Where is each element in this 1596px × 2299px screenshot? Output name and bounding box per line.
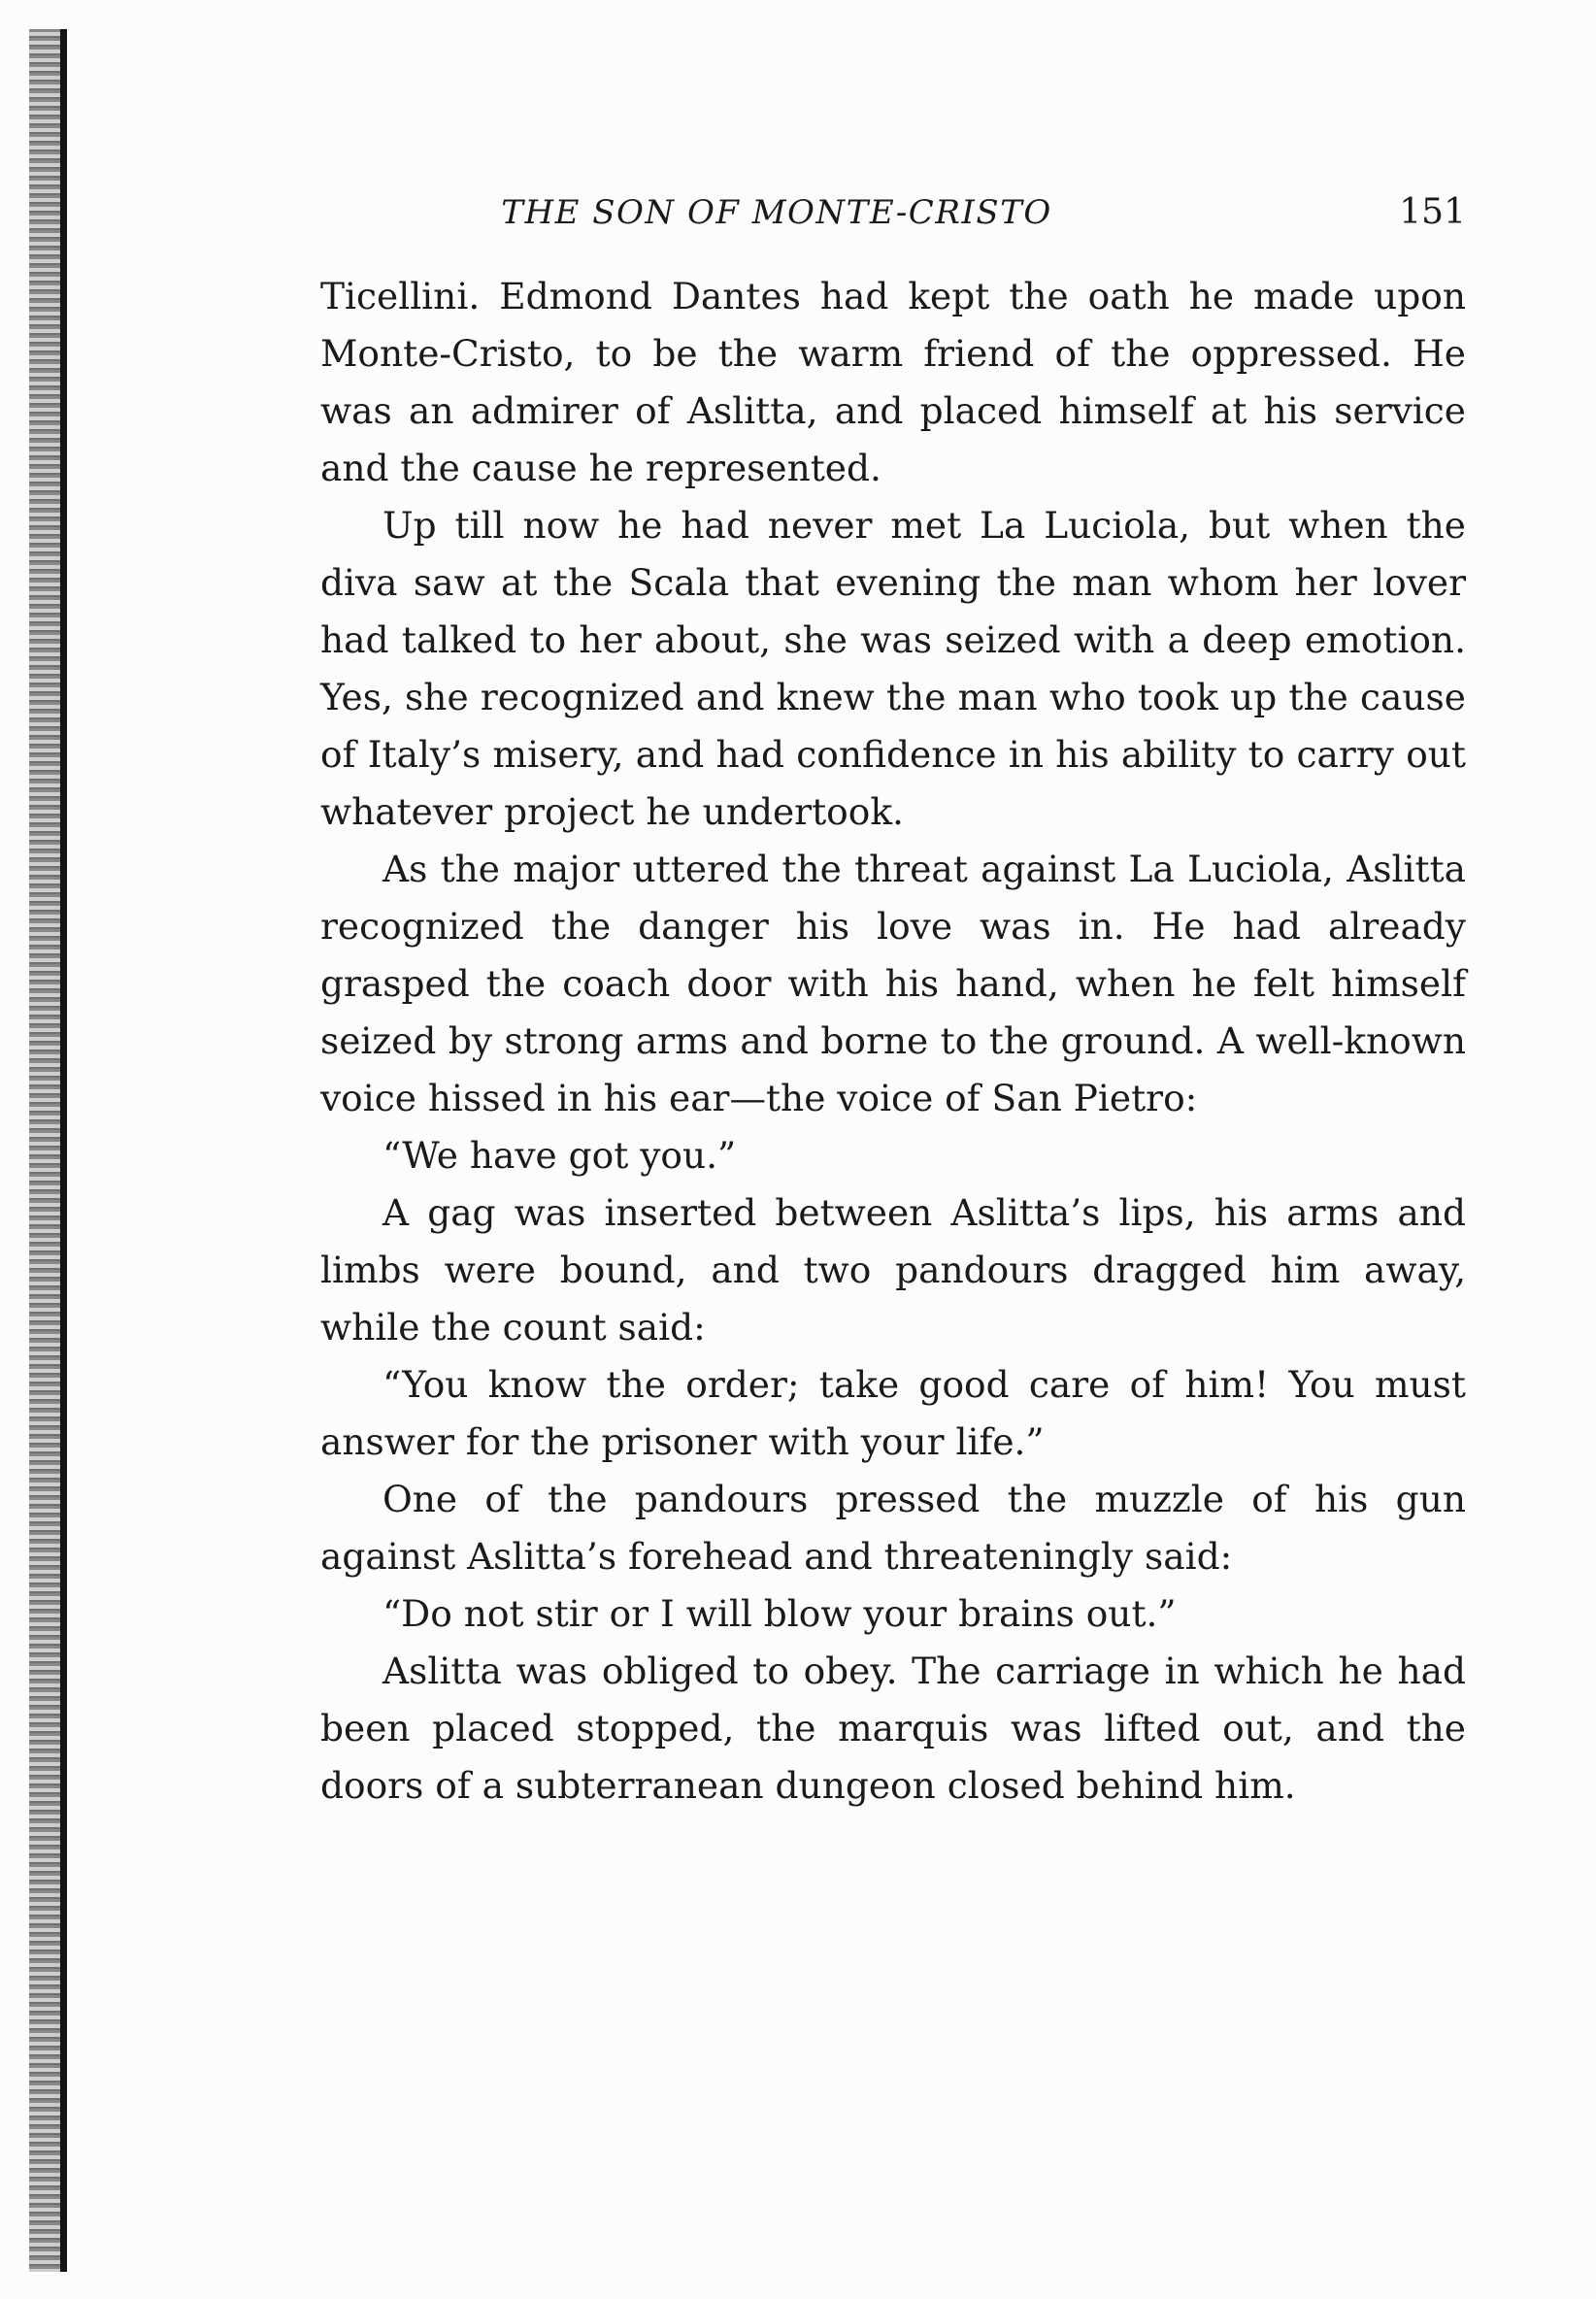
- paragraph: Up till now he had never met La Luciola, but when the diva saw at the Scala that evening the man whom her lover had talked to her about, she was seized with a deep emotion. Yes, she recognized and knew the man who took up the cause of Italy’s misery, and had confidence in his ability to carry out whatever project he undertook.: [320, 504, 1466, 833]
- dialogue-paragraph: “You know the order; take good care of him! You must answer for the prisoner with your life.”: [320, 1363, 1466, 1463]
- paragraph: A gag was inserted between Aslitta’s lips, his arms and limbs were bound, and two pandours dragged him away, while the count said:: [320, 1191, 1466, 1349]
- paragraph: As the major uttered the threat against La Luciola, Aslitta recognized the danger his love was in. He had already grasped the coach door with his hand, when he felt himself seized by strong arms and borne to the ground. A well-known voice hissed in his ear—the voice of San Pietro:: [320, 848, 1466, 1119]
- dialogue-paragraph: “Do not stir or I will blow your brains out.”: [382, 1592, 1177, 1635]
- page-number: 151: [1399, 192, 1466, 232]
- running-title: THE SON OF MONTE-CRISTO: [501, 193, 1052, 232]
- paragraph: One of the pandours pressed the muzzle of his gun against Aslitta’s forehead and threateningly said:: [320, 1478, 1466, 1578]
- body-text: [320, 268, 1466, 1815]
- page-header: [320, 190, 1466, 239]
- dialogue-paragraph: “We have got you.”: [382, 1134, 737, 1177]
- paragraph: Aslitta was obliged to obey. The carriage in which he had been placed stopped, the marquis was lifted out, and the doors of a subterranean dungeon closed behind him.: [320, 1649, 1466, 1807]
- binding-shadow-line: [60, 29, 67, 2272]
- paragraph: Ticellini. Edmond Dantes had kept the oath he made upon Monte-Cristo, to be the warm friend of the oppressed. He was an admirer of Aslitta, and placed himself at his service and the cause he represented.: [320, 275, 1466, 489]
